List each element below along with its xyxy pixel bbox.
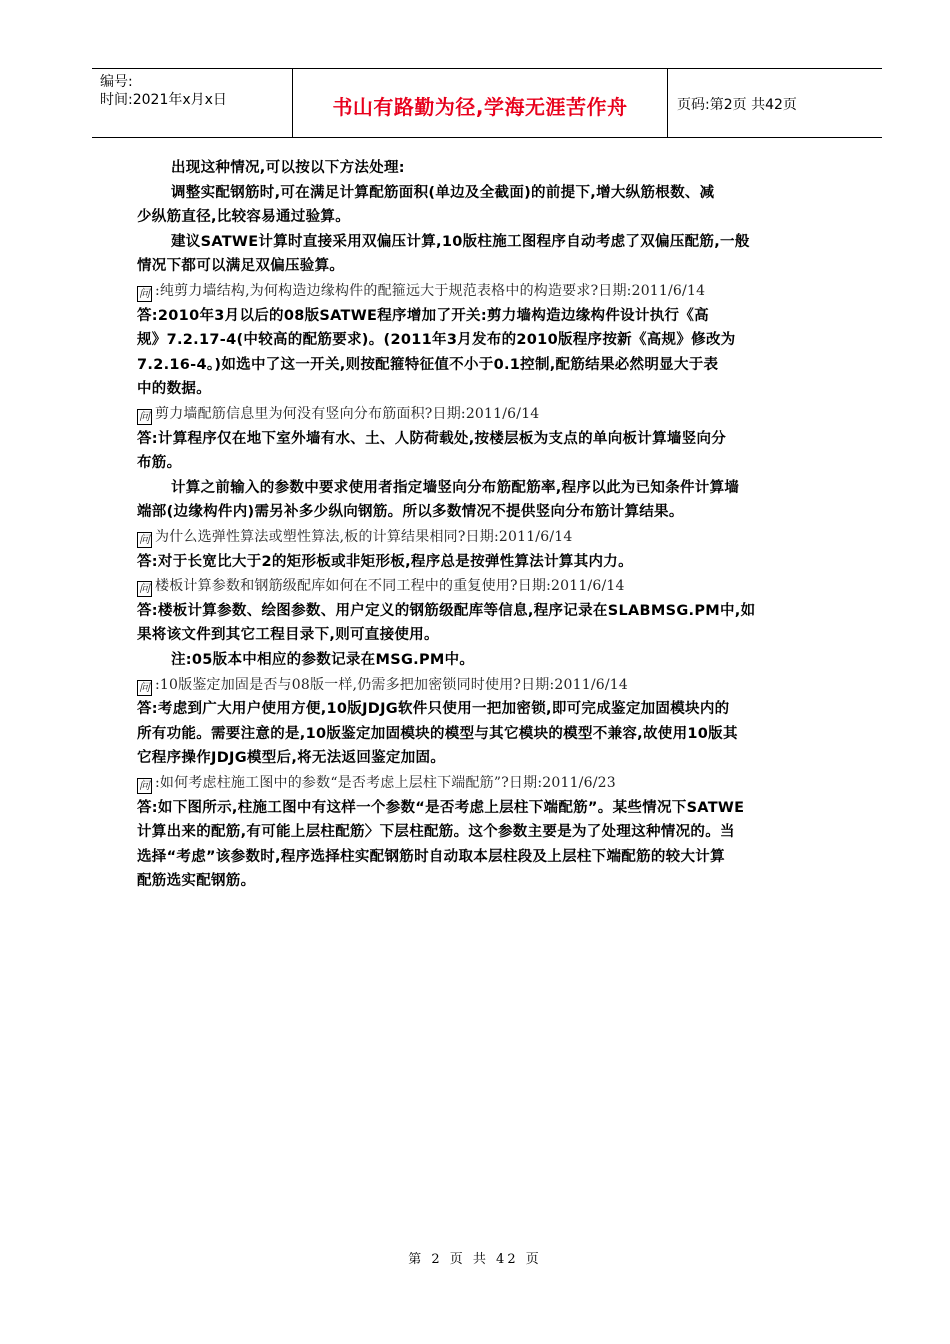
line-text: 答:如下图所示,柱施工图中有这样一个参数“是否考虑上层柱下端配筋”。某些情况下SATWE (137, 799, 745, 816)
header-page-cell (667, 69, 882, 137)
header-info-cell (92, 69, 292, 137)
question-line (137, 281, 705, 302)
line-text: :如何考虑柱施工图中的参数“是否考虑上层柱下端配筋”?日期:2011/6/23 (155, 775, 616, 791)
line-text: 少纵筋直径,比较容易通过验算。 (137, 209, 351, 226)
page-footer: 第 2 页 共 42 页 (408, 1252, 542, 1267)
line-text: 计算之前输入的参数中要求使用者指定墙竖向分布筋配筋率,程序以此为已知条件计算墙 (171, 479, 740, 496)
question-mark-icon: 问 (138, 582, 151, 596)
line-text: 答:考虑到广大用户使用方便,10版JDJG软件只使用一把加密锁,即可完成鉴定加固模块内的 (137, 701, 730, 718)
line-text: 答:楼板计算参数、绘图参数、用户定义的钢筋级配库等信息,程序记录在SLABMSG.PM中,如 (137, 602, 756, 619)
question-mark-icon: 问 (138, 779, 151, 792)
line-text: 调整实配钢筋时,可在满足计算配筋面积(单边及全截面)的前提下,增大纵筋根数、减 (171, 184, 715, 201)
line-text: 注:05版本中相应的参数记录在MSG.PM中。 (171, 652, 475, 668)
line-text: 楼板计算参数和钢筋级配库如何在不同工程中的重复使用?日期:2011/6/14 (155, 578, 625, 595)
line-text: 情况下都可以满足双偏压验算。 (137, 258, 345, 275)
line-text: 它程序操作JDJG模型后,将无法返回鉴定加固。 (137, 750, 446, 767)
line-text: 出现这种情况,可以按以下方法处理: (171, 160, 405, 176)
line-text: 答:对于长宽比大于2的矩形板或非矩形板,程序总是按弹性算法计算其内力。 (137, 553, 633, 570)
question-line (137, 576, 625, 597)
text-line (137, 748, 445, 768)
line-text: 端部(边缘构件内)需另补多少纵向钢筋。所以多数情况不提供竖向分布筋计算结果。 (137, 504, 684, 521)
text-line (137, 798, 744, 818)
line-text: 为什么选弹性算法或塑性算法,板的计算结果相同?日期:2011/6/14 (155, 529, 573, 545)
line-text: 中的数据。 (137, 381, 211, 398)
header-motto-cell (292, 69, 668, 137)
text-line (171, 183, 714, 203)
text-line (137, 330, 736, 350)
text-line (137, 256, 344, 276)
number-label: 编号: (100, 74, 133, 90)
line-text: 规》7.2.17-4(中较高的配筋要求)。(2011年3月发布的2010版程序按新《高规》修改为 (137, 332, 736, 349)
line-text: 布筋。 (137, 455, 182, 472)
question-mark-icon: 问 (138, 680, 151, 694)
text-line (171, 232, 750, 252)
line-text: 答:计算程序仅在地下室外墙有水、土、人防荷载处,按楼层板为支点的单向板计算墙竖向分 (137, 430, 727, 447)
line-text: 选择“考虑”该参数时,程序选择柱实配钢筋时自动取本层柱段及上层柱下端配筋的较大计算 (137, 848, 725, 865)
text-line (137, 207, 350, 227)
text-line (137, 699, 729, 719)
line-text: 配筋选实配钢筋。 (137, 873, 256, 890)
line-text: 建议SATWE计算时直接采用双偏压计算,10版柱施工图程序自动考虑了双偏压配筋,一般 (171, 233, 750, 250)
text-line (137, 552, 633, 572)
text-line (137, 601, 755, 621)
line-text: 计算出来的配筋,有可能上层柱配筋〉下层柱配筋。这个参数主要是为了处理这种情况的。当 (137, 824, 735, 841)
question-line (137, 675, 628, 696)
text-line (137, 453, 181, 473)
text-line (137, 306, 709, 326)
question-mark-icon: 问 (138, 410, 151, 423)
text-line (137, 724, 738, 744)
text-line (171, 158, 405, 178)
text-line (137, 822, 735, 842)
line-text: :纯剪力墙结构,为何构造边缘构件的配箍远大于规范表格中的构造要求?日期:2011/6/14 (155, 283, 706, 299)
page-info: 页码:第2页 共42页 (677, 97, 797, 113)
text-line (171, 650, 474, 670)
question-line (137, 404, 539, 425)
line-text: :10版鉴定加固是否与08版一样,仍需多把加密锁同时使用?日期:2011/6/14 (155, 676, 629, 693)
time-label: 时间:2021年x月x日 (100, 92, 227, 108)
line-text: 剪力墙配筋信息里为何没有竖向分布筋面积?日期:2011/6/14 (155, 406, 540, 422)
question-mark-icon: 问 (138, 287, 151, 300)
page-header (92, 68, 882, 138)
line-text: 果将该文件到其它工程目录下,则可直接使用。 (137, 627, 439, 644)
line-text: 7.2.16-4。)如选中了这一开关,则按配箍特征值不小于0.1控制,配筋结果必然明显大于表 (137, 356, 719, 373)
motto: 书山有路勤为径,学海无涯苦作舟 (332, 95, 628, 119)
question-line (137, 527, 572, 548)
line-text: 所有功能。需要注意的是,10版鉴定加固模块的模型与其它模块的模型不兼容,故使用10版其 (137, 725, 738, 742)
line-text: 答:2010年3月以后的08版SATWE程序增加了开关:剪力墙构造边缘构件设计执行《高 (137, 307, 709, 324)
text-line (171, 478, 739, 498)
text-line (137, 355, 718, 375)
text-line (137, 379, 211, 399)
text-line (137, 502, 684, 522)
text-line (137, 625, 439, 645)
text-line (137, 429, 726, 449)
text-line (137, 847, 725, 867)
question-line (137, 773, 616, 794)
text-line (137, 871, 255, 891)
question-mark-icon: 问 (138, 533, 151, 546)
